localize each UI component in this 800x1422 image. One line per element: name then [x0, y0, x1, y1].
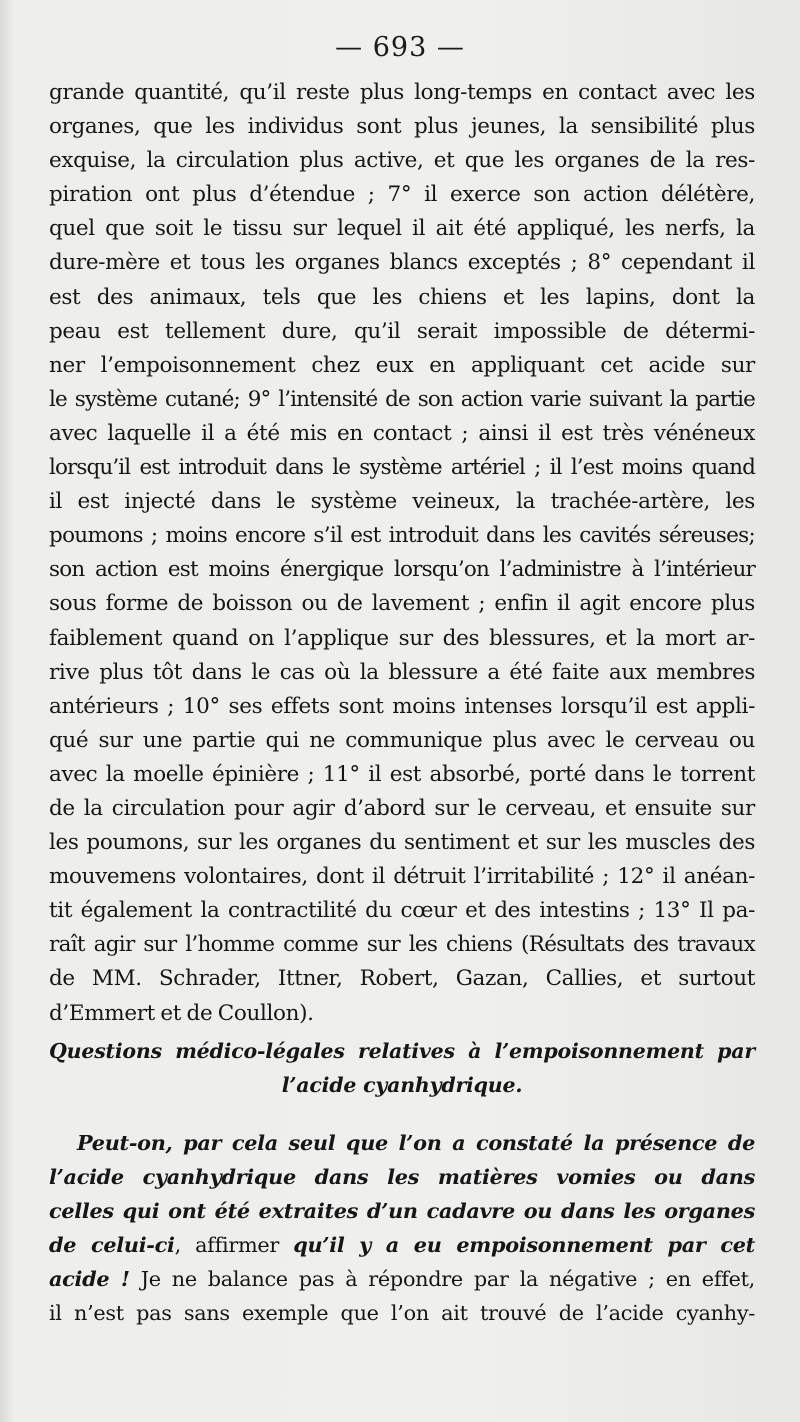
text-line: est des animaux, tels que les chiens et les lapins, dont la [49, 284, 755, 310]
text-line: il est injecté dans le système veineux, la trachée-artère, les [49, 489, 755, 515]
text-line: poumons ; moins encore s’il est introduit dans les cavités séreuses; [49, 523, 755, 549]
text-line: sous forme de boisson ou de lavement ; enfin il agit encore plus [49, 591, 755, 617]
text-line: de MM. Schrader, Ittner, Robert, Gazan, Callies, et surtout [49, 966, 755, 992]
text-line: lorsqu’il est introduit dans le système artériel ; il l’est moins quand [49, 455, 755, 481]
text-line: qué sur une partie qui ne communique plus avec le cerveau ou [49, 727, 755, 753]
text-line: rive plus tôt dans le cas où la blessure a été faite aux membres [49, 659, 755, 685]
text-line: organes, que les individus sont plus jeunes, la sensibilité plus [49, 114, 755, 140]
text-line: exquise, la circulation plus active, et que les organes de la res- [49, 148, 755, 174]
text-line: dure-mère et tous les organes blancs exceptés ; 8° cependant il [49, 250, 755, 276]
text-line: mouvemens volontaires, dont il détruit l’irritabilité ; 12° il anéan- [49, 864, 755, 890]
text-line: avec laquelle il a été mis en contact ; ainsi il est très vénéneux [49, 420, 755, 446]
question-paragraph [49, 1126, 755, 1331]
text-line: tit également la contractilité du cœur et des intestins ; 13° Il pa- [49, 898, 755, 924]
italic-run: qu’il y a eu empoisonnement par cet [293, 1232, 755, 1258]
section-heading-line-2: l’acide cyanhydrique. [281, 1073, 523, 1098]
italic-run: acide ! [49, 1266, 130, 1292]
text-line: le système cutané; 9° l’intensité de son action varie suivant la partie [49, 386, 755, 412]
text-line: d’Emmert et de Coullon). [49, 1000, 314, 1026]
roman-run: , affirmer [174, 1233, 294, 1258]
text-line: Peut-on, par cela seul que l’on a constaté la présence de [77, 1130, 755, 1155]
text-line [49, 1228, 755, 1262]
text-line: les poumons, sur les organes du sentiment et sur les muscles des [49, 830, 755, 856]
main-paragraph [49, 76, 755, 1031]
section-heading [49, 1034, 755, 1102]
text-line: son action est moins énergique lorsqu’on l’administre à l’intérieur [49, 557, 755, 583]
text-line: peau est tellement dure, qu’il serait impossible de détermi- [49, 318, 755, 344]
text-line: raît agir sur l’homme comme sur les chiens (Résultats des travaux [49, 932, 755, 958]
text-line: il n’est pas sans exemple que l’on ait trouvé de l’acide cyanhy- [49, 1301, 755, 1326]
text-line: ner l’empoisonnement chez eux en appliquant cet acide sur [49, 352, 755, 378]
section-heading-line-1: Questions médico-légales relatives à l’empoisonnement par [49, 1039, 755, 1063]
text-line: l’acide cyanhydrique dans les matières vomies ou dans [49, 1164, 755, 1190]
text-line: quel que soit le tissu sur lequel il ait été appliqué, les nerfs, la [49, 216, 755, 242]
text-line: de la circulation pour agir d’abord sur le cerveau, et ensuite sur [49, 795, 755, 821]
text-line: grande quantité, qu’il reste plus long-temps en contact avec les [49, 80, 755, 105]
page-number: — 693 — [335, 32, 465, 63]
italic-run: de celui-ci [49, 1232, 175, 1258]
text-line: celles qui ont été extraites d’un cadavre ou dans les organes [49, 1198, 755, 1224]
text-line: antérieurs ; 10° ses effets sont moins intenses lorsqu’il est appli- [49, 693, 755, 719]
text-line: piration ont plus d’étendue ; 7° il exerce son action délétère, [49, 182, 755, 208]
roman-run: Je ne balance pas à répondre par la négative ; en effet, [129, 1267, 755, 1292]
text-line: avec la moelle épinière ; 11° il est absorbé, porté dans le torrent [49, 761, 755, 787]
text-line: faiblement quand on l’applique sur des blessures, et la mort ar- [49, 625, 755, 651]
text-line [49, 1262, 755, 1296]
